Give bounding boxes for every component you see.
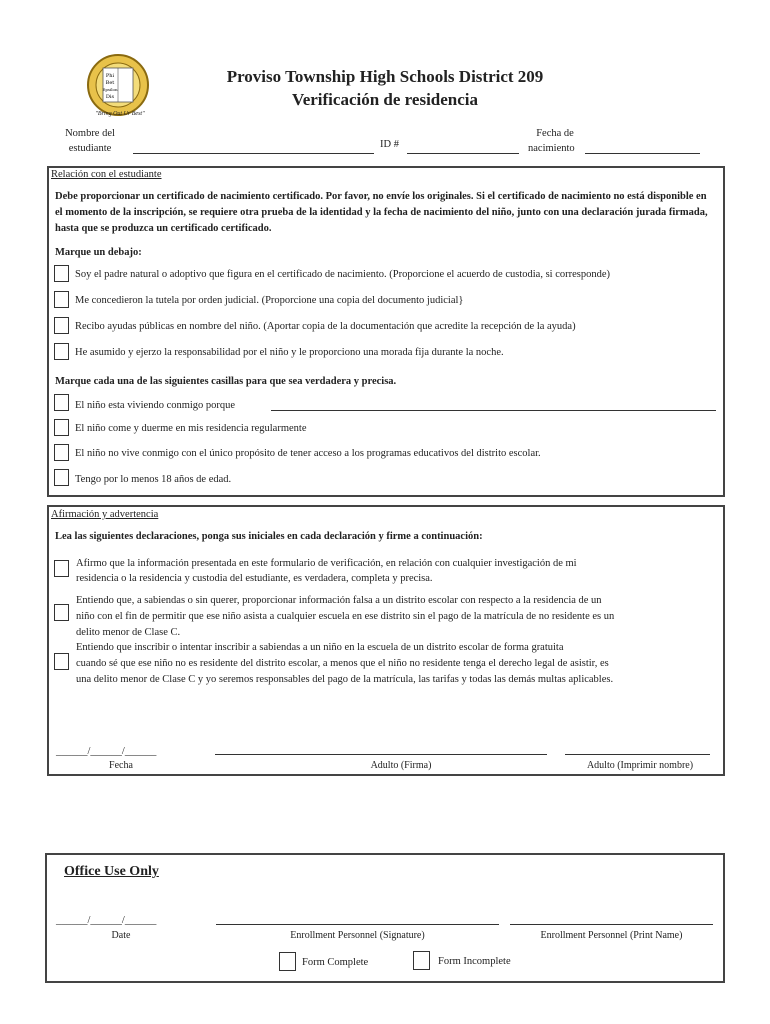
enroll-line-2: cuando sé que ese niño no es residente del distrito escolar, a menos que el niño no residente tenga el derecho legal de asistir, es xyxy=(76,658,609,669)
form-incomplete-label: Form Incomplete xyxy=(438,956,511,967)
page-title: Proviso Township High Schools District 209 xyxy=(226,67,544,86)
initial-box-false-info[interactable] xyxy=(54,604,69,621)
initial-box-enroll-knowingly[interactable] xyxy=(54,653,69,670)
office-date-label: Date xyxy=(111,930,131,941)
option-public-aid: Recibo ayudas públicas en nombre del niño. (Aportar copia de la documentación que acredite la recepción de la ayuda) xyxy=(75,321,576,332)
living-reason-field[interactable] xyxy=(271,410,716,411)
checkbox-guardianship[interactable] xyxy=(54,291,69,308)
adult-signature-label: Adulto (Firma) xyxy=(370,760,432,771)
affirmation-heading: Afirmación y advertencia xyxy=(51,509,159,520)
svg-text:Dis: Dis xyxy=(105,94,115,100)
logo-motto: "Bring Out Ur Best" xyxy=(95,111,145,117)
relationship-instructions: Debe proporcionar un certificado de nacimiento certificado. Por favor, no envíe los originales. Si el certificado de nacimiento no está disponible en el momento de la inscripción, se requiere otra prueba de la identidad y la fecha de nacimiento del niño, junto con una declaración jurada firmada, hasta que se produzca un certificado certificado. xyxy=(55,191,708,234)
option-natural-parent: Soy el padre natural o adoptivo que figura en el certificado de nacimiento. (Proporcione el acuerdo de custodia, si corresponde) xyxy=(75,269,611,280)
personnel-print-name-field[interactable] xyxy=(510,924,713,925)
form-complete-checkbox[interactable] xyxy=(279,952,296,971)
affirm-line-2: residencia o la residencia y custodia del estudiante, es verdadera, completa y precisa. xyxy=(76,573,433,584)
checkbox-public-aid[interactable] xyxy=(54,317,69,334)
office-use-heading: Office Use Only xyxy=(64,864,159,879)
affirm-date-field[interactable]: ______/______/______ xyxy=(56,746,157,757)
adult-signature-field[interactable] xyxy=(215,754,547,755)
false-info-line-3: delito menor de Clase C. xyxy=(76,627,181,638)
affirm-line-1: Afirmo que la información presentada en este formulario de verificación, en relación con cualquier investigación de mi xyxy=(76,558,577,569)
page-subtitle: Verificación de residencia xyxy=(291,90,479,109)
personnel-signature-field[interactable] xyxy=(216,924,499,925)
svg-text:Phi: Phi xyxy=(105,73,115,79)
adult-print-name-label: Adulto (Imprimir nombre) xyxy=(586,760,694,771)
form-complete-label: Form Complete xyxy=(302,957,369,968)
enroll-line-3: una delito menor de Clase C y yo seremos responsables del pago de la matrícula, las tarifas y todas las demás multas aplicables. xyxy=(76,674,614,685)
checkbox-eats-sleeps[interactable] xyxy=(54,419,69,436)
student-name-label-1: Nombre del xyxy=(65,128,115,139)
student-name-label-2: estudiante xyxy=(68,143,112,154)
initial-box-affirm[interactable] xyxy=(54,560,69,577)
checkbox-natural-parent[interactable] xyxy=(54,265,69,282)
office-date-field[interactable]: ______/______/______ xyxy=(56,915,157,926)
checkbox-living-with-me[interactable] xyxy=(54,394,69,411)
statement-eats-sleeps: El niño come y duerme en mis residencia regularmente xyxy=(75,423,307,434)
option-guardianship: Me concedieron la tutela por orden judicial. (Proporcione una copia del documento judicial} xyxy=(75,295,464,306)
student-name-field[interactable] xyxy=(133,153,374,154)
enroll-line-1: Entiendo que inscribir o intentar inscribir a sabiendas a un niño en la escuela de un distrito escolar de forma gratuita xyxy=(76,642,564,653)
svg-text:Bet: Bet xyxy=(105,80,115,86)
id-field[interactable] xyxy=(407,153,519,154)
mark-one-label: Marque un debajo: xyxy=(55,247,142,258)
affirmation-instruction: Lea las siguientes declaraciones, ponga sus iniciales en cada declaración y firme a continuación: xyxy=(55,531,483,542)
statement-living-with-me: El niño esta viviendo conmigo porque xyxy=(75,400,236,411)
personnel-signature-label: Enrollment Personnel (Signature) xyxy=(290,930,425,941)
false-info-line-1: Entiendo que, a sabiendas o sin querer, proporcionar información falsa a un distrito escolar con respecto a la residencia de un xyxy=(76,595,602,606)
affirm-date-label: Fecha xyxy=(109,760,133,771)
checkbox-responsibility[interactable] xyxy=(54,343,69,360)
form-incomplete-checkbox[interactable] xyxy=(413,951,430,970)
svg-text:Epsilon: Epsilon xyxy=(102,87,118,92)
statement-age-18: Tengo por lo menos 18 años de edad. xyxy=(75,474,232,485)
checkbox-not-sole-purpose[interactable] xyxy=(54,444,69,461)
checkbox-age-18[interactable] xyxy=(54,469,69,486)
id-label: ID # xyxy=(380,139,399,150)
mark-each-label: Marque cada una de las siguientes casillas para que sea verdadera y precisa. xyxy=(55,376,397,387)
option-responsibility: He asumido y ejerzo la responsabilidad por el niño y le proporciono una morada fija durante la noche. xyxy=(75,347,504,358)
adult-print-name-field[interactable] xyxy=(565,754,710,755)
statement-not-sole-purpose: El niño no vive conmigo con el único propósito de tener acceso a los programas educativos del distrito escolar. xyxy=(75,448,541,459)
birth-date-field[interactable] xyxy=(585,153,700,154)
birth-label-2: nacimiento xyxy=(528,143,575,154)
relationship-heading: Relación con el estudiante xyxy=(51,169,162,180)
personnel-print-name-label: Enrollment Personnel (Print Name) xyxy=(540,930,683,941)
false-info-line-2: niño con el fin de permitir que ese niño asista a cualquier escuela en ese distrito sin el pago de la matrícula de no residente es un xyxy=(76,611,615,622)
birth-label-1: Fecha de xyxy=(536,128,574,139)
